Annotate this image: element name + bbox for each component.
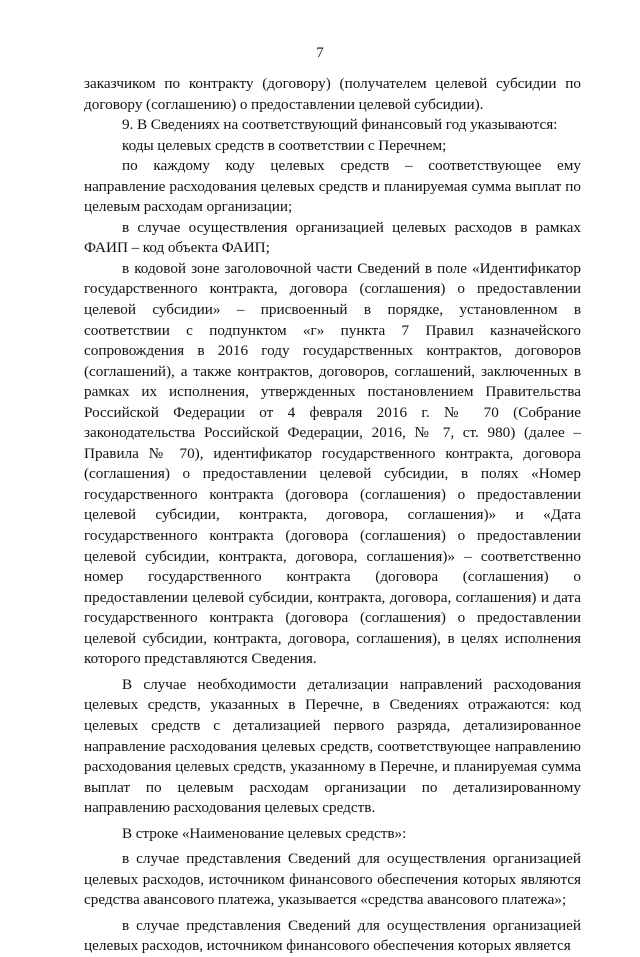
document-body <box>84 74 581 957</box>
paragraph-financing-source: в случае представления Сведений для осуществления организацией целевых расходов, источником финансового обеспечения которых является <box>84 916 581 955</box>
paragraph-name-row: В строке «Наименование целевых средств»: <box>122 824 407 842</box>
paragraph-faip-code: в случае осуществления организацией целевых расходов в рамках ФАИП – код объекта ФАИП; <box>84 218 581 257</box>
paragraph-target-codes: коды целевых средств в соответствии с Перечнем; <box>122 136 447 154</box>
page-number: 7 <box>316 45 324 61</box>
paragraph-item-9: 9. В Сведениях на соответствующий финансовый год указываются: <box>122 116 558 134</box>
paragraph-code-direction: по каждому коду целевых средств – соответствующее ему направление расходования целевых средств и планируемая сумма выплат по целевым расходам организации; <box>84 157 581 216</box>
paragraph-detalization: В случае необходимости детализации направлений расходования целевых средств, указанных в Перечне, в Сведениях отражаются: код целевых средств с детализацией первого разряда, детализированное направление расходования целевых средств, соответствующее направлению расходования целевых средств, указанному в Перечне, и планируемая сумма выплат по целевым расходам организации по детализированному направлению расходования целевых средств. <box>84 675 581 817</box>
paragraph-continuation: заказчиком по контракту (договору) (получателем целевой субсидии по договору (соглашению) о предоставлении целевой субсидии). <box>84 75 581 113</box>
paragraph-code-zone: в кодовой зоне заголовочной части Сведений в поле «Идентификатор государственного контракта, договора (соглашения) о предоставлении целевой субсидии» – присвоенный в порядке, установленном в соответствии с подпунктом «г» пункта 7 Правил казначейского сопровождения в 2016 году государственных контрактов, договоров (соглашений), а также контрактов, договоров, соглашений, заключенных в рамках их исполнения, утвержденных постановлением Правительства Российской Федерации от 4 февраля 2016 г. № 70 (Собрание законодательства Российской Федерации, 2016, № 7, ст. 980) (далее – Правила № 70), идентификатор государственного контракта, договора (соглашения) о предоставлении целевой субсидии, в полях «Номер государственного контракта (договора (соглашения) о предоставлении целевой субсидии, контракта, договора, соглашения)» и «Дата государственного контракта (договора (соглашения) о предоставлении целевой субсидии, контракта, договора, соглашения)» – соответственно номер государственного контракта (договора (соглашения) о предоставлении целевой субсидии, контракта, договора, соглашения) и дата государственного контракта (договора (соглашения) о предоставлении целевой субсидии, контракта, договора, соглашения), в целях исполнения которого представляются Сведения. <box>84 259 581 668</box>
paragraph-advance-payment: в случае представления Сведений для осуществления организацией целевых расходов, источником финансового обеспечения которых являются средства авансового платежа, указывается «средства авансового платежа»; <box>84 850 581 909</box>
